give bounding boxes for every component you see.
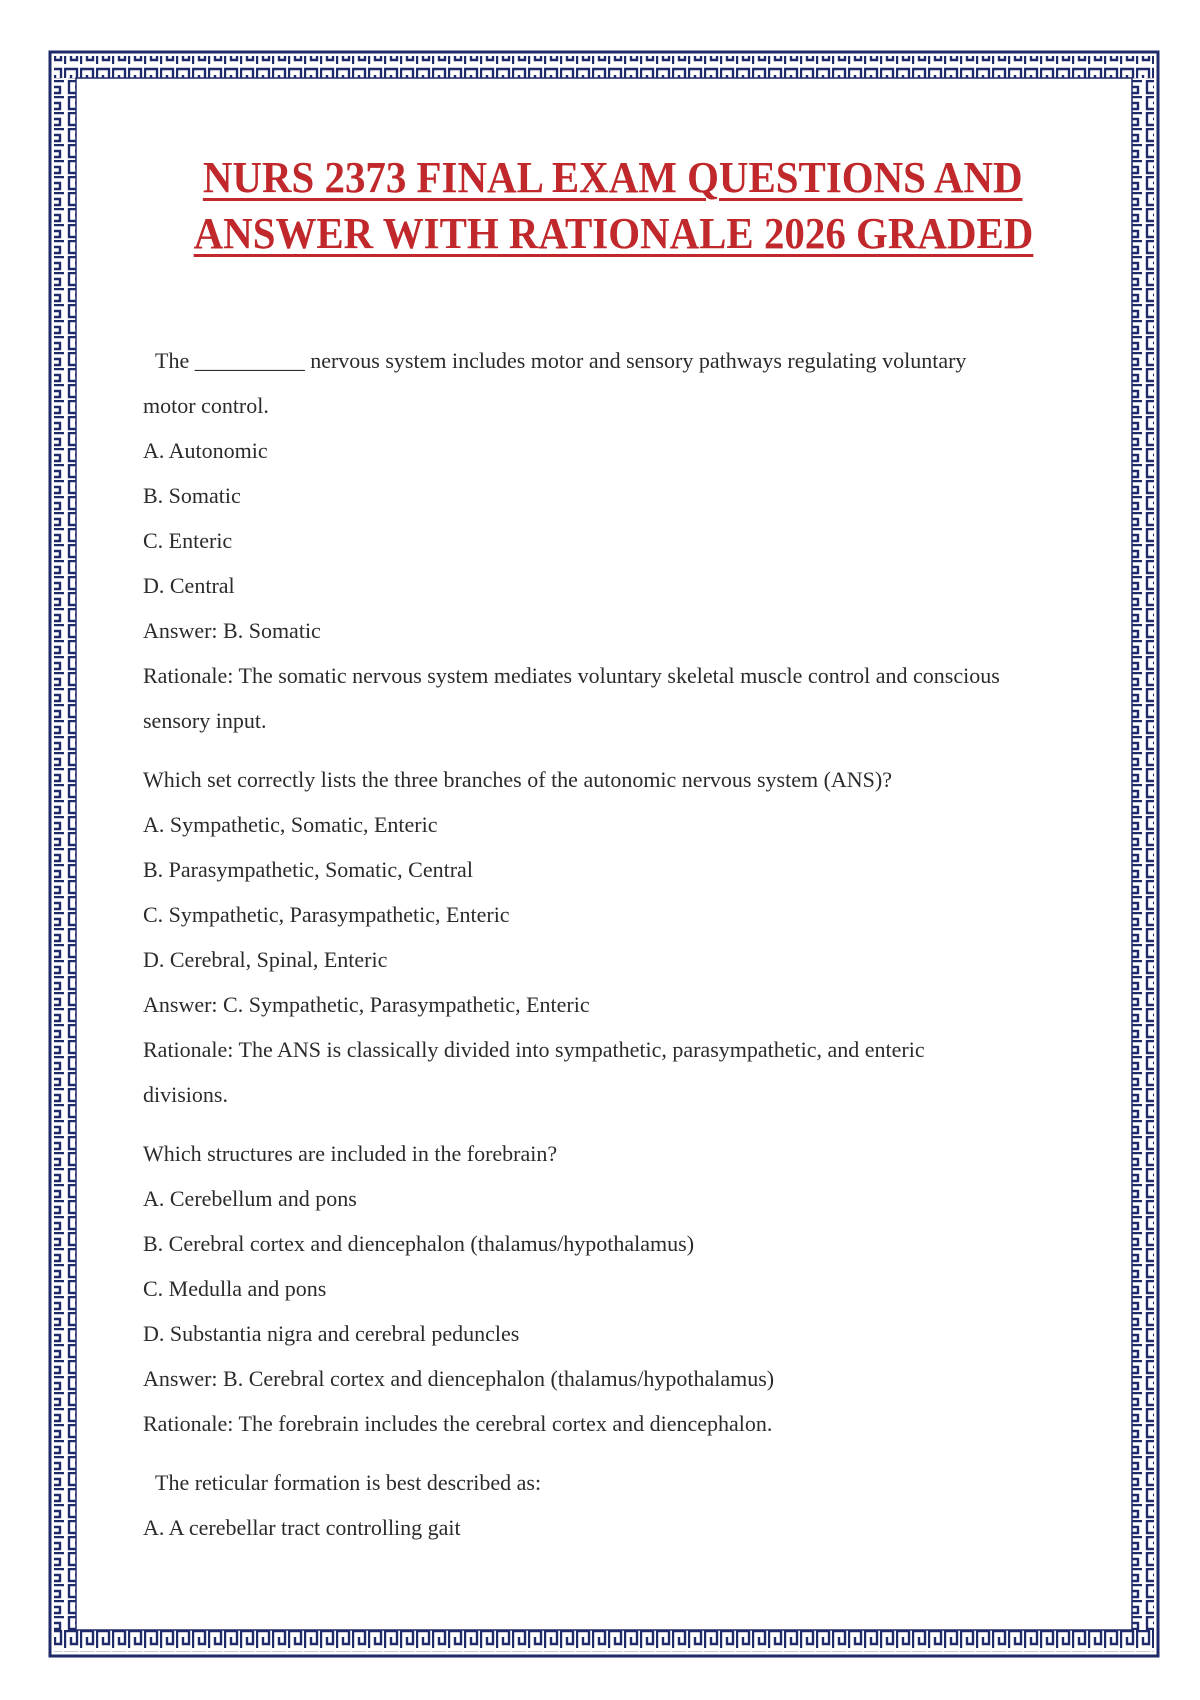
option-b: B. Parasympathetic, Somatic, Central	[143, 857, 473, 882]
title-line-1: NURS 2373 FINAL EXAM QUESTIONS AND	[203, 153, 1023, 202]
option-d: D. Central	[143, 573, 235, 598]
question-4	[143, 1460, 1083, 1550]
question-stem: Which structures are included in the forebrain?	[143, 1141, 558, 1166]
option-c: C. Medulla and pons	[143, 1276, 327, 1301]
rationale-cont: sensory input.	[143, 708, 267, 733]
rationale: Rationale: The forebrain includes the cerebral cortex and diencephalon.	[143, 1411, 773, 1436]
question-stem: Which set correctly lists the three branches of the autonomic nervous system (ANS)?	[143, 767, 892, 792]
answer: Answer: C. Sympathetic, Parasympathetic, Enteric	[143, 992, 590, 1017]
answer: Answer: B. Somatic	[143, 618, 321, 643]
question-stem-cont: motor control.	[143, 393, 269, 418]
document-body	[143, 150, 1083, 1564]
option-b: B. Cerebral cortex and diencephalon (thalamus/hypothalamus)	[143, 1231, 695, 1256]
title-line-2: ANSWER WITH RATIONALE 2026 GRADED	[193, 209, 1033, 258]
option-a: A. Autonomic	[143, 438, 268, 463]
question-stem: The __________ nervous system includes motor and sensory pathways regulating voluntary	[155, 348, 967, 373]
option-d: D. Substantia nigra and cerebral peduncles	[143, 1321, 520, 1346]
option-a: A. A cerebellar tract controlling gait	[143, 1515, 461, 1540]
option-c: C. Enteric	[143, 528, 233, 553]
option-a: A. Sympathetic, Somatic, Enteric	[143, 812, 438, 837]
option-c: C. Sympathetic, Parasympathetic, Enteric	[143, 902, 510, 927]
answer: Answer: B. Cerebral cortex and diencephalon (thalamus/hypothalamus)	[143, 1366, 775, 1391]
rationale-cont: divisions.	[143, 1082, 228, 1107]
document-title	[143, 150, 1083, 262]
rationale: Rationale: The ANS is classically divided into sympathetic, parasympathetic, and enteric	[143, 1037, 925, 1062]
option-b: B. Somatic	[143, 483, 241, 508]
option-a: A. Cerebellum and pons	[143, 1186, 357, 1211]
question-1	[143, 338, 1083, 743]
question-3	[143, 1131, 1083, 1446]
question-2	[143, 757, 1083, 1117]
rationale: Rationale: The somatic nervous system mediates voluntary skeletal muscle control and conscious	[143, 663, 1000, 688]
option-d: D. Cerebral, Spinal, Enteric	[143, 947, 388, 972]
question-stem: The reticular formation is best described as:	[155, 1470, 542, 1495]
